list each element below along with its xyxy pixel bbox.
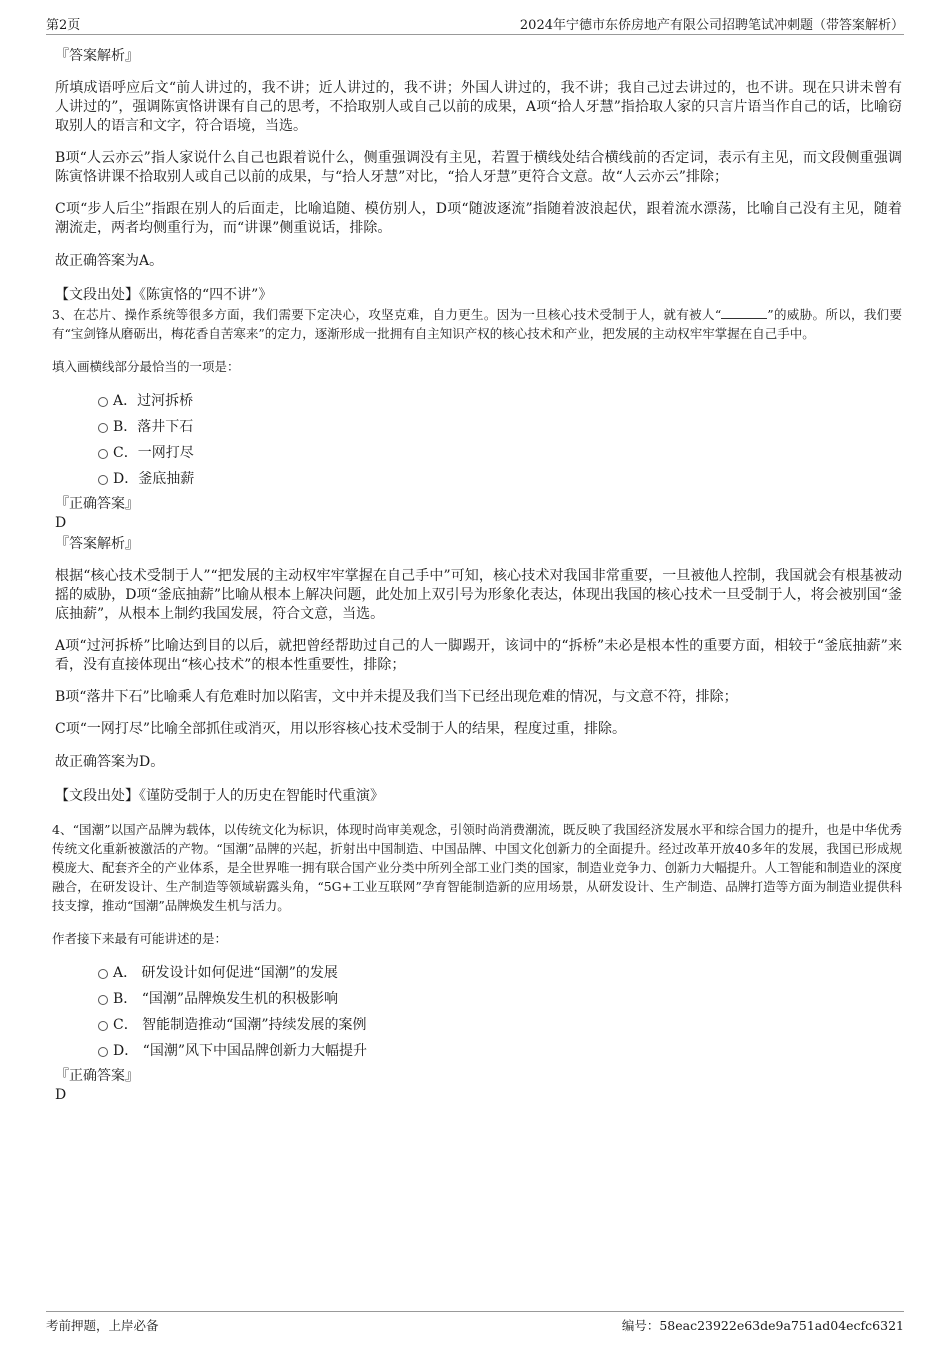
- option-d[interactable]: D． “国潮”风下中国品牌创新力大幅提升: [55, 1038, 902, 1064]
- analysis-paragraph: B项“人云亦云”指人家说什么自己也跟着说什么，侧重强调没有主见，若置于横线处结合横线前的否定词，表示有主见，而文段侧重强调陈寅恪讲课不拾取别人或自己以前的成果，与“拾人牙慧”对比，“拾人牙慧”更符合文意。故“人云亦云”排除；: [55, 150, 902, 185]
- radio-icon[interactable]: [98, 397, 108, 407]
- option-d[interactable]: D．釜底抽薪: [55, 466, 902, 492]
- analysis-paragraph: 根据“核心技术受制于人”“把发展的主动权牢牢掌握在自己手中”可知，核心技术对我国非常重要，一旦被他人控制，我国就会有根基被动摇的威胁，D项“釜底抽薪”比喻从根本上解决问题，此处加上双引号为形象化表达，体现出我国的核心技术一旦受制于人，将会被别国“釜底抽薪”，从根本上制约我国发展，符合文意，当选。: [55, 568, 902, 622]
- analysis-paragraph: C项“步人后尘”指跟在别人的后面走，比喻追随、模仿别人，D项“随波逐流”指随着波浪起伏，跟着流水漂荡，比喻自己没有主见，随着潮流走，两者均侧重行为，而“讲课”侧重说话，排除。: [55, 201, 902, 236]
- question-stem: 4、“国潮”以国产品牌为载体，以传统文化为标识，体现时尚审美观念，引领时尚消费潮流，既反映了我国经济发展水平和综合国力的提升，也是中华优秀传统文化重新被激活的产物。“国潮”品牌的兴起，折射出中国制造、中国品牌、中国文化创新力的全面提升。经过改革开放40多年的发展，我国已形成规模庞大、配套齐全的产业体系，是全世界唯一拥有联合国产业分类中所列全部工业门类的国家，制造业竞争力、创新力大幅提升。人工智能和制造业的深度融合，在研发设计、生产制造等领域崭露头角，“5G+工业互联网”孕育智能制造新的应用场景，从研发设计、生产制造、品牌打造等方面为制造业提供科技支撑，推动“国潮”品牌焕发生机与活力。: [52, 822, 903, 913]
- option-b[interactable]: B．落井下石: [55, 414, 902, 440]
- analysis-paragraph: 所填成语呼应后文“前人讲过的，我不讲；近人讲过的，我不讲；外国人讲过的，我不讲；我自己过去讲过的，也不讲。现在只讲未曾有人讲过的”，强调陈寅恪讲课有自己的思考，不拾取别人或自己以前的成果，A项“拾人牙慧”指拾取人家的只言片语当作自己的话，比喻窃取别人的语言和文字，符合语境，当选。: [55, 80, 902, 134]
- analysis-paragraph: B项“落井下石”比喻乘人有危难时加以陷害，文中并未提及我们当下已经出现危难的情况，与文意不符，排除；: [55, 689, 738, 705]
- analysis-tag: 『答案解析』: [55, 48, 139, 64]
- conclusion: 故正确答案为A。: [55, 253, 164, 269]
- document-title: 2024年宁德市东侨房地产有限公司招聘笔试冲刺题（带答案解析）: [519, 18, 904, 33]
- option-b[interactable]: B． “国潮”品牌焕发生机的积极影响: [55, 986, 902, 1012]
- conclusion: 故正确答案为D。: [55, 754, 165, 770]
- source-note: 【文段出处】《谨防受制于人的历史在智能时代重演》: [55, 788, 384, 804]
- option-a[interactable]: A．过河拆桥: [55, 388, 902, 414]
- answer-tag: 『正确答案』: [55, 496, 139, 512]
- option-list: [55, 960, 902, 1064]
- correct-answer: D: [55, 1087, 67, 1103]
- analysis-paragraph: C项“一网打尽”比喻全部抓住或消灭，用以形容核心技术受制于人的结果，程度过重，排除。: [55, 721, 627, 737]
- page-footer: [46, 1311, 904, 1338]
- radio-icon[interactable]: [98, 995, 108, 1005]
- page-content: [52, 46, 903, 1104]
- correct-answer: D: [55, 515, 67, 531]
- source-note: 【文段出处】《陈寅恪的“四不讲”》: [55, 287, 273, 303]
- page-number: 第2页: [46, 18, 81, 33]
- option-c[interactable]: C． 智能制造推动“国潮”持续发展的案例: [55, 1012, 902, 1038]
- radio-icon[interactable]: [98, 1047, 108, 1057]
- radio-icon[interactable]: [98, 449, 108, 459]
- analysis-paragraph: A项“过河拆桥”比喻达到目的以后，就把曾经帮助过自己的人一脚踢开，该词中的“拆桥”未必是根本性的重要方面，相较于“釜底抽薪”来看，没有直接体现出“核心技术”的根本性重要性，排除；: [55, 638, 902, 673]
- radio-icon[interactable]: [98, 423, 108, 433]
- option-c[interactable]: C．一网打尽: [55, 440, 902, 466]
- option-a[interactable]: A． 研发设计如何促进“国潮”的发展: [55, 960, 902, 986]
- fill-blank: [721, 306, 767, 319]
- document-id: 编号：58eac23922e63de9a751ad04ecfc6321: [621, 1318, 904, 1333]
- option-list: [55, 388, 902, 492]
- answer-tag: 『正确答案』: [55, 1068, 139, 1084]
- question-prompt: 填入画横线部分最恰当的一项是：: [52, 359, 240, 374]
- radio-icon[interactable]: [98, 475, 108, 485]
- footer-slogan: 考前押题，上岸必备: [46, 1318, 159, 1333]
- radio-icon[interactable]: [98, 969, 108, 979]
- analysis-tag: 『答案解析』: [55, 536, 139, 552]
- radio-icon[interactable]: [98, 1021, 108, 1031]
- page-header: [46, 14, 904, 35]
- question-stem: 3、在芯片、操作系统等很多方面，我们需要下定决心，攻坚克难，自力更生。因为一旦核心技术受制于人，就有被人“ ”的威胁。所以，我们要有“宝剑锋从磨砺出，梅花香自苦寒来”的定力，逐渐形成一批拥有自主知识产权的核心技术和产业，把发展的主动权牢牢掌握在自己手中。: [52, 307, 902, 341]
- question-prompt: 作者接下来最有可能讲述的是：: [52, 931, 228, 946]
